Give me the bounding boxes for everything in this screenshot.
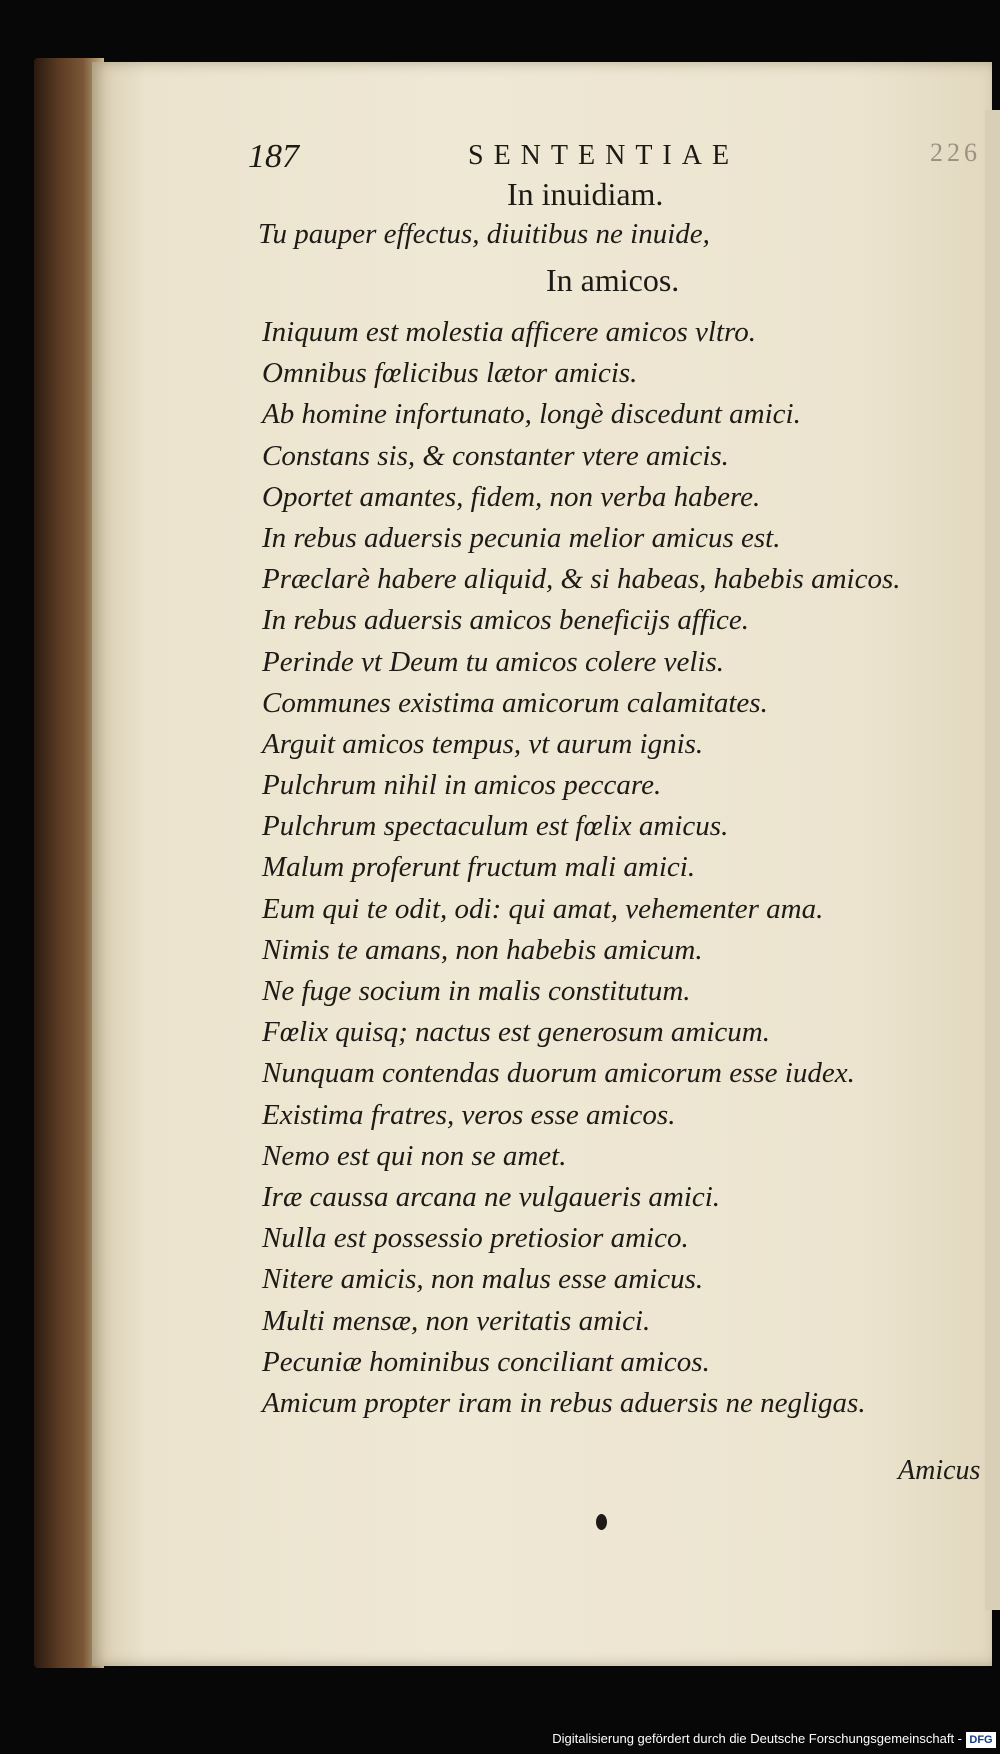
sentence-line: Tu pauper effectus, diuitibus ne inuide, xyxy=(258,218,710,250)
running-head xyxy=(0,138,1000,178)
sentence-line: Pulchrum spectaculum est fœlix amicus. xyxy=(262,810,729,843)
sentence-line: Nimis te amans, non habebis amicum. xyxy=(262,933,703,966)
sentence-line: In rebus aduersis amicos beneficijs affice. xyxy=(262,604,750,637)
sentence-line: Malum proferunt fructum mali amici. xyxy=(262,851,696,884)
dfg-logo: DFG xyxy=(966,1732,996,1748)
sentence-line: Multi mensæ, non veritatis amici. xyxy=(262,1304,651,1337)
sentence-line: Nulla est possessio pretiosior amico. xyxy=(262,1222,689,1255)
ink-dot xyxy=(596,1514,607,1530)
sentence-line: Nemo est qui non se amet. xyxy=(262,1139,567,1172)
sentence-line: Oportet amantes, fidem, non verba habere. xyxy=(262,480,761,513)
facing-page-edge xyxy=(985,110,1000,1610)
sentence-list xyxy=(262,312,962,1424)
digitization-credit: Digitalisierung gefördert durch die Deutsche Forschungsgemeinschaft - xyxy=(552,1731,962,1746)
sentence-line: Pulchrum nihil in amicos peccare. xyxy=(262,769,662,802)
bleed-through-text: 226 xyxy=(930,138,981,167)
sentence-line: Iniquum est molestia afficere amicos vltro. xyxy=(262,316,756,348)
sentence-line: Pecuniæ hominibus conciliant amicos. xyxy=(262,1345,710,1378)
sentence-line: Perinde vt Deum tu amicos colere velis. xyxy=(262,645,724,678)
sentence-line: Nitere amicis, non malus esse amicus. xyxy=(262,1263,704,1296)
sentence-line: Arguit amicos tempus, vt aurum ignis. xyxy=(262,727,704,760)
sentence-line: Omnibus fœlicibus lætor amicis. xyxy=(262,357,638,390)
sentence-line: In rebus aduersis pecunia melior amicus est. xyxy=(262,521,781,554)
sentence-line: Fœlix quisq; nactus est generosum amicum. xyxy=(262,1016,770,1049)
sentence-line: Præclarè habere aliquid, & si habeas, habebis amicos. xyxy=(262,563,901,596)
page-number: 187 xyxy=(248,138,299,175)
sentence-line: Ne fuge socium in malis constitutum. xyxy=(262,975,691,1007)
sentence-line: Constans sis, & constanter vtere amicis. xyxy=(262,439,729,472)
section-heading-amicos: In amicos. xyxy=(546,262,680,298)
digitization-footer xyxy=(0,1728,1000,1754)
sentence-line: Eum qui te odit, odi: qui amat, vehementer ama. xyxy=(262,892,824,925)
section-heading-inuidiam: In inuidiam. xyxy=(507,176,664,212)
sentence-line: Iræ caussa arcana ne vulgaueris amici. xyxy=(262,1180,721,1213)
catchword: Amicus xyxy=(898,1455,981,1486)
sentence-line: Amicum propter iram in rebus aduersis ne negligas. xyxy=(262,1386,866,1419)
sentence-line: Communes existima amicorum calamitates. xyxy=(262,686,768,719)
running-title: SENTENTIAE xyxy=(468,140,740,171)
sentence-line: Existima fratres, veros esse amicos. xyxy=(262,1098,676,1131)
sentence-line: Ab homine infortunato, longè discedunt amici. xyxy=(262,398,801,431)
sentence-line: Nunquam contendas duorum amicorum esse iudex. xyxy=(262,1057,855,1090)
